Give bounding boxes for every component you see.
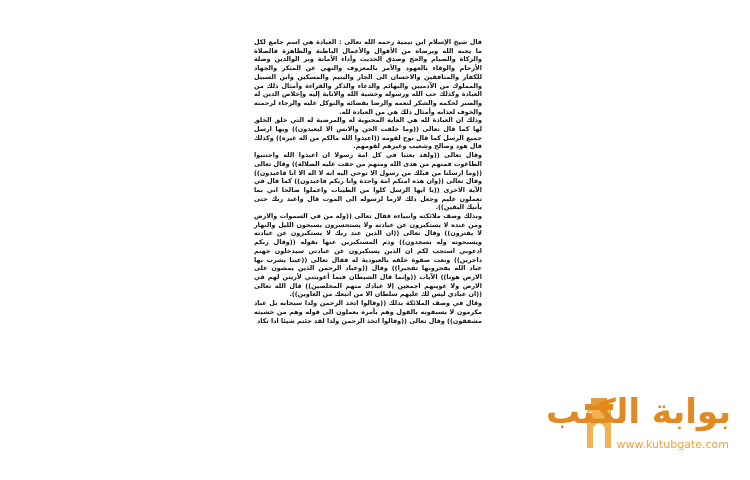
paragraph: وبذلك وصف ملائكته وانبياءه فقال تعالى ((وله من في السموات والارض ومن عنده لا يستكبرون عن عبادته ولا يستحسرون يسبحون الليل والنهار لا يفترون)) وقال تعالى ((ان الذين عند ربك لا يستكبرون عن عبادته ويسبحونه وله يسجدون)) وذم المستكبرين عنها بقوله ((وقال ربكم ادعوني استجب لكم ان الذين يستكبرون عن عبادتي سيدخلون جهنم داخرين)) ونعت صفوة خلقه بالعبودية له فقال تعالى ((عينا يشرب بها عباد الله يفجرونها تفجيرا)) وقال ((وعباد الرحمن الذين يمشون على الارض هونا)) الآيات ((وإنما قال الشيطان فبما أغويتني لأزينن لهم في الارض ولا غوينهم اجمعين إلا عبادك منهم المخلصين)) قال الله تعالى ((ان عبادي ليس لك عليهم سلطان الا من اتبعك من الغاوين)). [254,212,482,299]
watermark-title: بوابة الكتب [545,392,731,432]
paragraph: قال شيخ الإسلام ابن تيمية رحمه الله تعالى : العبادة هي اسم جامع لكل ما يحبه الله ويرضاه من الأقوال والأعمال الباطنة والظاهرة فالصلاة والزكاة والصيام والحج وصدق الحديث وأداء الأمانة وبر الوالدين وصلة الأرحام والوفاء بالعهود والأمر بالمعروف والنهي عن المنكر والجهاد للكفار والمنافقين والاحسان الى الجار واليتيم والمسكين وابن السبيل والمملوك من الآدميين والبهائم والدعاء والذكر والقراءة وأمثال ذلك من العبادة وكذلك حب الله ورسوله وخشية الله والانابة إليه وإخلاص الدين له والصبر لحكمه والشكر لنعمه والرضا بقضائه والتوكل عليه والرجاء لرحمته والخوف لعذابه وأمثال ذلك هي من العبادة لله. [254,38,482,116]
watermark-url: www.kutubgate.com [616,438,729,451]
paragraph: وقال في وصف الملائكة بذلك ((وقالوا اتخذ الرحمن ولدا سبحانه بل عباد مكرمون لا يسبقونه بالقول وهم بأمره يعملون الى قوله وهم من خشيته مشفقون)) وقال تعالى ((وقالوا اتخذ الرحمن ولدا لقد جئتم شيئا ادا تكاد [254,299,482,325]
paragraph: وقال تعالى ((ولقد بعثنا في كل امة رسولا ان اعبدوا الله واجتنبوا الطاغوت فمنهم من هدى الله ومنهم من حقت عليه الضلالة)) وقال تعالى ((وما ارسلنا من قبلك من رسول الا نوحي اليه انه لا اله الا انا فاعبدون)) وقال تعالى ((وان هذه امتكم امة واحدة وانا ربكم فاعبدون)) كما قال في الآية الاخرى ((يا ايها الرسل كلوا من الطيبات واعملوا صالحا اني بما تعملون عليم وجعل ذلك لازما لرسوله الى الموت قال واعبد ربك حتى يأتيك اليقين)). [254,151,482,212]
document-text [254,38,482,325]
paragraph: وذلك ان العبادة لله هي الغاية المحبوبة له والمرضية له التي خلق الخلق لها كما قال تعالى ((وما خلقت الجن والانس الا ليعبدون)) وبها ارسل جميع الرسل كما قال نوح لقومه ((اعبدوا الله مالكم من اله غيره)) وكذلك قال هود وصالح وشعيب وغيرهم لقومهم. [254,116,482,151]
watermark-logo [545,390,733,470]
